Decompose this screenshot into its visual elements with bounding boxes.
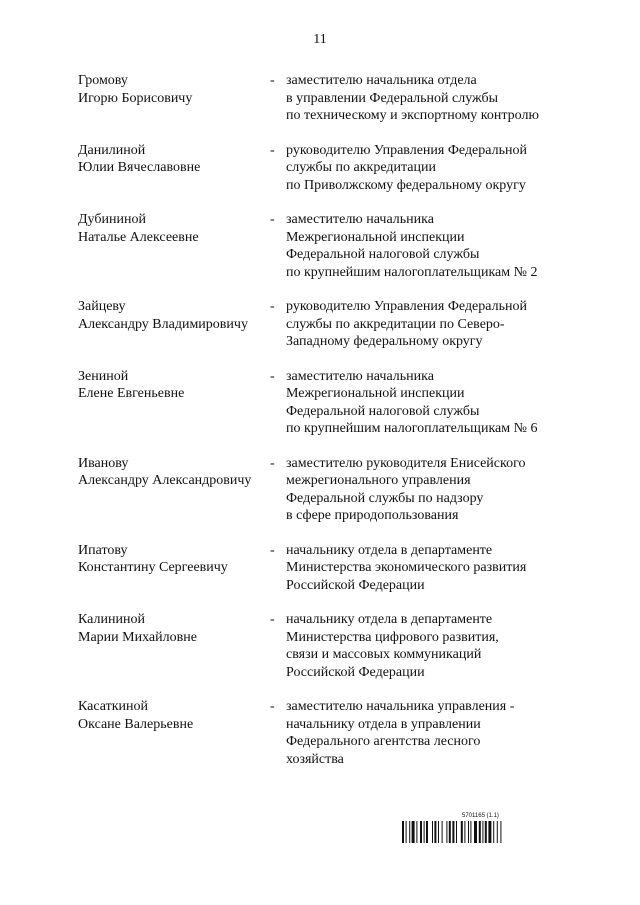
person-name: Громову Игорю Борисовичу <box>78 73 193 106</box>
person-name: Ипатову Константину Сергеевичу <box>78 542 228 575</box>
person-name: Калининой Марии Михайловне <box>78 612 197 645</box>
position-description: начальнику отдела в департаменте Министерства экономического развития Российской Федерации <box>286 542 527 593</box>
position-description: заместителю руководителя Енисейского межрегионального управления Федеральной службы по надзору в сфере природопользования <box>286 455 526 523</box>
list-item <box>78 211 578 281</box>
dash-separator: - <box>270 368 275 384</box>
position-description: начальнику отдела в департаменте Министерства цифрового развития, связи и массовых коммуникаций Российской Федерации <box>286 612 499 680</box>
barcode-caption: 5701165 (1.1) <box>462 813 499 819</box>
list-item <box>78 142 578 195</box>
person-name: Зайцеву Александру Владимировичу <box>78 299 248 332</box>
position-description: заместителю начальника Межрегиональной инспекции Федеральной налоговой службы по крупнейшим налогоплательщикам № 2 <box>286 212 538 280</box>
position-description: заместителю начальника управления - начальнику отдела в управлении Федерального агентства лесного хозяйства <box>286 699 515 767</box>
position-description: заместителю начальника Межрегиональной инспекции Федеральной налоговой службы по крупнейшим налогоплательщикам № 6 <box>286 368 538 436</box>
person-name: Зениной Елене Евгеньевне <box>78 368 185 401</box>
barcode-block <box>402 813 536 851</box>
page-number: 11 <box>313 32 327 47</box>
dash-separator: - <box>270 299 275 314</box>
list-item <box>78 298 578 351</box>
dash-separator: - <box>270 542 275 558</box>
person-name: Иванову Александру Александровичу <box>78 455 252 488</box>
position-description: заместителю начальника отдела в управлении Федеральной службы по техническому и экспортному контролю <box>286 73 539 123</box>
dash-separator: - <box>270 699 275 714</box>
person-name: Касаткиной Оксане Валерьевне <box>78 699 194 732</box>
dash-separator: - <box>270 612 275 627</box>
list-item <box>78 611 578 681</box>
dash-separator: - <box>270 212 275 227</box>
position-description: руководителю Управления Федеральной службы по аккредитации по Приволжскому федеральному округу <box>286 142 527 193</box>
position-description: руководителю Управления Федеральной службы по аккредитации по Северо- Западному федеральному округу <box>286 299 527 349</box>
dash-separator: - <box>270 73 275 88</box>
appointment-list <box>78 72 578 768</box>
list-item <box>78 698 578 768</box>
dash-separator: - <box>270 455 275 471</box>
list-item <box>78 542 578 595</box>
person-name: Данилиной Юлии Вячеславовне <box>78 142 201 175</box>
list-item <box>78 455 578 525</box>
barcode-icon <box>402 821 536 843</box>
person-name: Дубининой Наталье Алексеевне <box>78 212 199 245</box>
dash-separator: - <box>270 142 275 158</box>
list-item <box>78 368 578 438</box>
list-item <box>78 72 578 125</box>
